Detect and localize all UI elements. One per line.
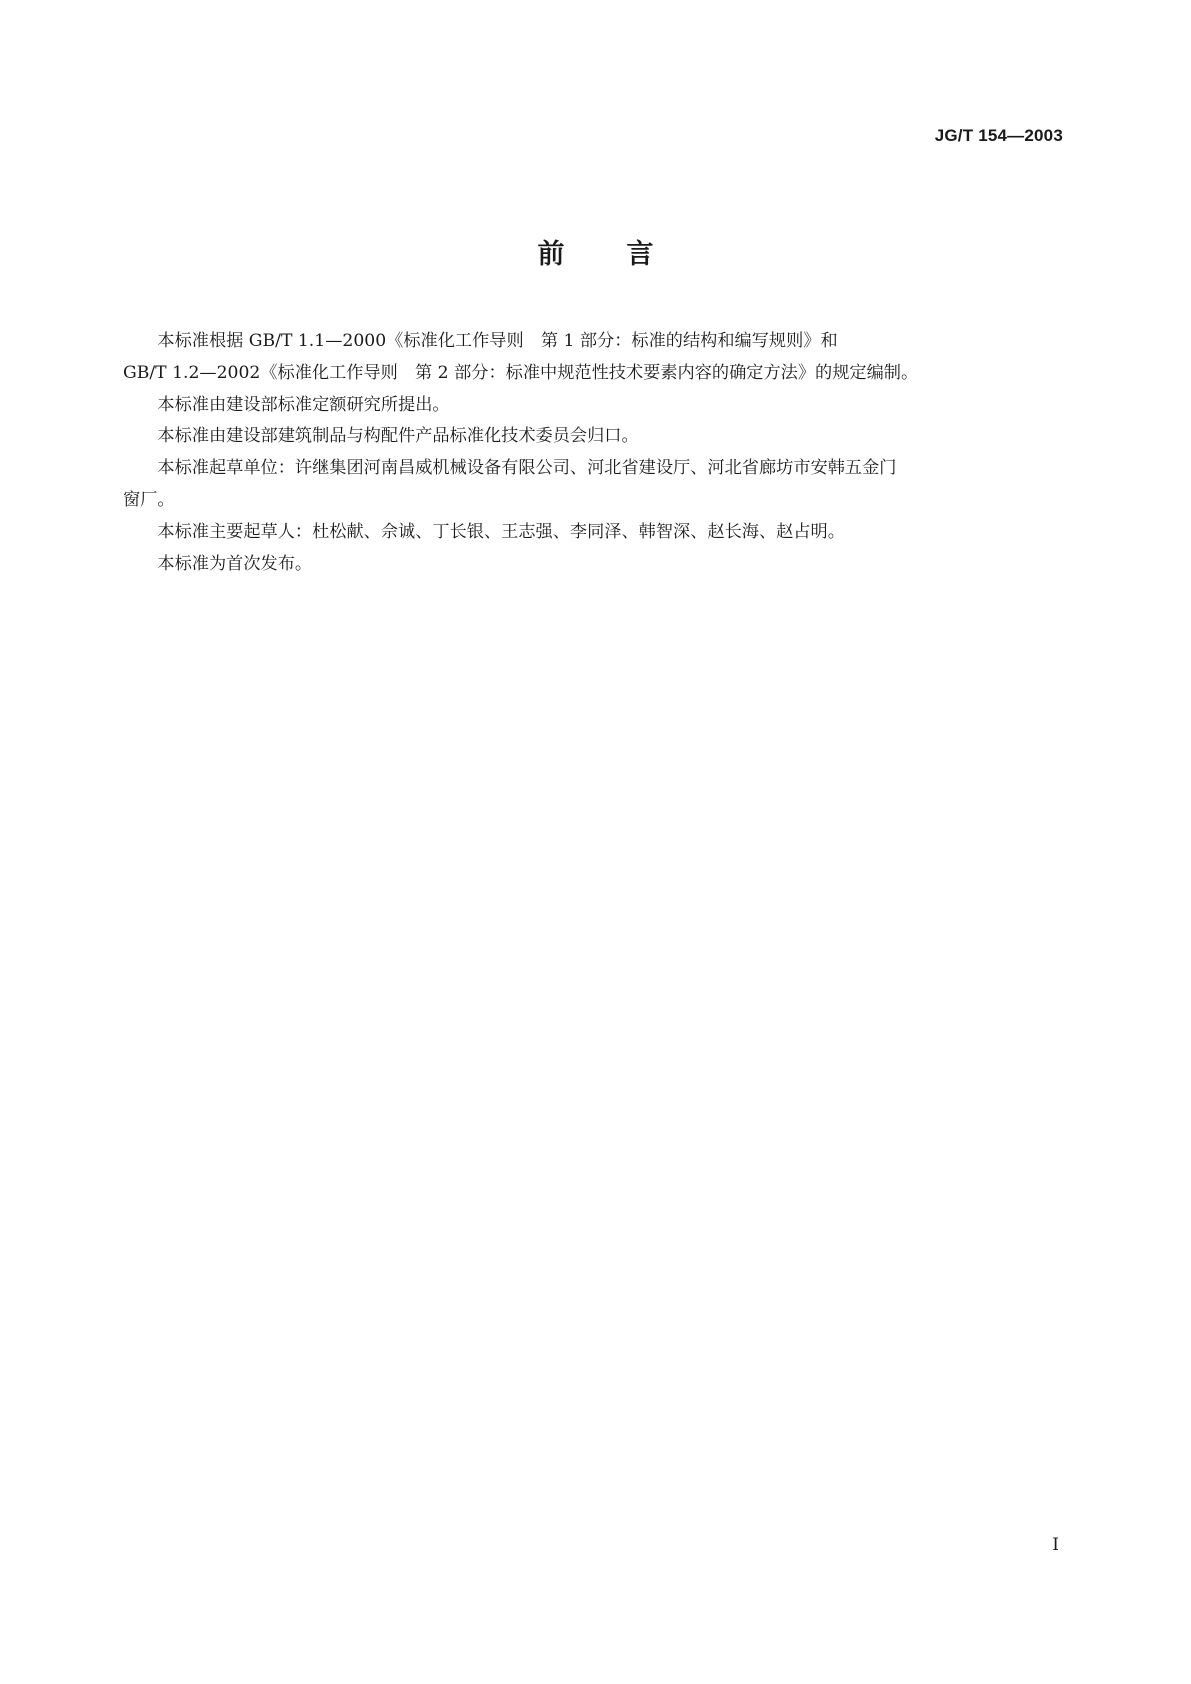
- standard-code: JG/T 154—2003: [934, 126, 1063, 145]
- preface-body: [123, 326, 1063, 580]
- paragraph-line: 本标准由建设部建筑制品与构配件产品标准化技术委员会归口。: [157, 426, 639, 447]
- paragraph-line: GB/T 1.2—2002《标准化工作导则 第 2 部分：标准中规范性技术要素内容的确定方法》的规定编制。: [123, 362, 919, 383]
- paragraph-proposer: [123, 390, 1063, 422]
- paragraph-administrator: [123, 421, 1063, 453]
- paragraph-line: 本标准由建设部标准定额研究所提出。: [157, 394, 450, 415]
- page-title: 前言: [537, 239, 716, 270]
- paragraph-line: 本标准主要起草人：杜松献、佘诚、丁长银、王志强、李同泽、韩智深、赵长海、赵占明。: [157, 521, 845, 542]
- paragraph-line: 本标准起草单位：许继集团河南昌威机械设备有限公司、河北省建设厅、河北省廊坊市安韩五金门: [157, 458, 897, 479]
- paragraph-first-release: [123, 549, 1063, 581]
- paragraph-drafters: [123, 517, 1063, 549]
- paragraph-drafting-units: [123, 453, 1063, 517]
- paragraph-line: 本标准为首次发布。: [157, 553, 313, 574]
- paragraph-line: 本标准根据 GB/T 1.1—2000《标准化工作导则 第 1 部分：标准的结构和编写规则》和: [157, 331, 838, 351]
- paragraph-drafting-basis: [123, 326, 1063, 390]
- paragraph-line: 窗厂。: [123, 489, 175, 510]
- page-number: I: [1052, 1535, 1059, 1555]
